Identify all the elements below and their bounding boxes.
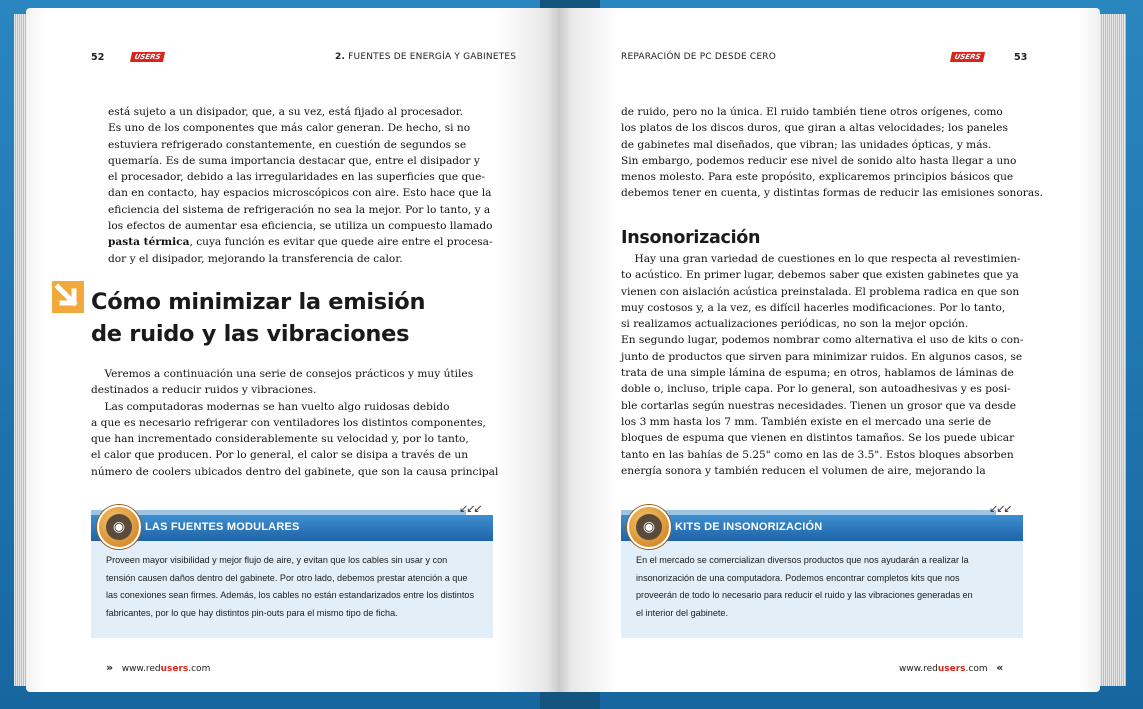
kits-box-text: En el mercado se comercializan diversos productos que nos ayudarán a realizar la insonorización de una computadora. Podemos encontrar completos kits que nos proveerán de todo lo necesario para reducir el ruido y las vibraciones generadas en el interior del gabinete. [636,555,973,618]
chevrons-icon: ↙↙↙ [459,502,481,515]
left-chapter-header [335,52,516,62]
users-logo-left: USERS [130,52,165,62]
left-section-title: Cómo minimizar la emisión de ruido y las vibraciones [91,289,426,347]
intro-text: está sujeto a un disipador, que, a su vez, está fijado al procesador. Es uno de los componentes que más calor generan. De hecho, si no estuviera refrigerado constantemente, en cuestión de segundos se quemaría. Es de suma importancia destacar que, entre el disipador y el procesador, debido a las irregularidades en las superficies que que- dan en contacto, hay espacios microscópicos con aire. Esto hace que la eficiencia del sistema de refrigeración no sea la mejor. Por lo tanto, y a los efectos de aumentar esa eficiencia, se utiliza un compuesto llamado [108,106,493,233]
right-header-title: REPARACIÓN DE PC DESDE CERO [621,52,777,62]
intro-end-text: , cuya función es evitar que quede aire entre el procesa- dor y el disipador, mejorando la transferencia de calor. [108,236,493,265]
footer-arrow-icon: « [996,661,1004,674]
rss-icon: ◉ [627,505,671,549]
rss-icon: ◉ [97,505,141,549]
left-intro-paragraph [108,104,493,267]
right-section-title: Insonorización [621,228,761,248]
footer-url-pre: www.red [121,664,161,674]
modular-box-title: LAS FUENTES MODULARES [145,521,300,533]
left-section-body: Veremos a continuación una serie de consejos prácticos y muy útiles destinados a reducir ruidos y vibraciones. Las computadoras modernas se han vuelto algo ruidosas debido a que es necesario refrigerar con ventiladores los distintos componentes, que han incrementado considerablemente su velocidad y, por lo tanto, el calor que producen. Por lo general, el calor se disipa a través de un número de coolers ubicados dentro del gabinete, que son la causa principal [91,368,499,478]
users-logo-right: USERS [950,52,985,62]
left-page-number: 52 [91,52,105,63]
modular-box-text: Proveen mayor visibilidad y mejor flujo de aire, y evitan que los cables sin usar y con tensión causen daños dentro del gabinete. Por otro lado, debemos prestar atención a que las conexiones sean firmes. Además, los cables no están estandarizados entre los distintos fabricantes, por lo que hay distintos pin-outs para el mismo tipo de ficha. [106,555,474,618]
page-edges-right [1098,14,1126,686]
right-page-number: 53 [1014,52,1028,63]
footer-url-pre: www.red [899,664,938,674]
chevrons-icon: ↙↙↙ [989,502,1011,515]
footer-arrow-icon: » [106,661,114,674]
chapter-number: 2. [335,52,346,62]
footer-url-post: .com [188,664,211,674]
bold-term: pasta térmica [108,236,190,249]
left-footer [106,661,210,674]
footer-url-post: .com [965,664,988,674]
kits-box-title: KITS DE INSONORIZACIÓN [675,521,823,533]
right-intro-paragraph: de ruido, pero no la única. El ruido también tiene otros orígenes, como los platos de los discos duros, que giran a altas velocidades; los paneles de gabinetes mal diseñados, que vibran; las unidades ópticas, y más. Sin embargo, podemos reducir ese nivel de sonido alto hasta llegar a uno menos molesto. Para este propósito, explicaremos principios básicos que debemos tener en cuenta, y distintas formas de reducir las emisiones sonoras. [621,106,1043,200]
footer-url-brand: users [160,664,189,674]
right-footer [899,661,1003,674]
chapter-title: FUENTES DE ENERGÍA Y GABINETES [345,52,517,62]
section-arrow-icon [52,281,84,313]
right-section-body: Hay una gran variedad de cuestiones en lo que respecta al revestimien- to acústico. En primer lugar, debemos saber que existen gabinetes que ya vienen con aislación acústica preinstalada. El problema radica en que son muy costosos y, a la vez, es difícil hacerles modificaciones. Por lo tanto, si realizamos actualizaciones periódicas, no son la mejor opción. En segundo lugar, podemos nombrar como alternativa el uso de kits o con- junto de productos que sirven para minimizar ruidos. En algunos casos, se trata de una simple lámina de espuma; en otros, hablamos de láminas de doble o, incluso, triple capa. Por lo general, son autoadhesivas y es posi- ble cortarlas según nuestras necesidades. Tienen un grosor que va desde los 3 mm hasta los 7 mm. También existe en el mercado una serie de bloques de espuma que vienen en distintos tamaños. Se los puede ubicar tanto en las bahías de 5.25" como en las de 3.5". Estos bloques absorben energía sonora y también reducen el volumen de aire, mejorando la [621,253,1024,477]
footer-url-brand: users [937,664,966,674]
